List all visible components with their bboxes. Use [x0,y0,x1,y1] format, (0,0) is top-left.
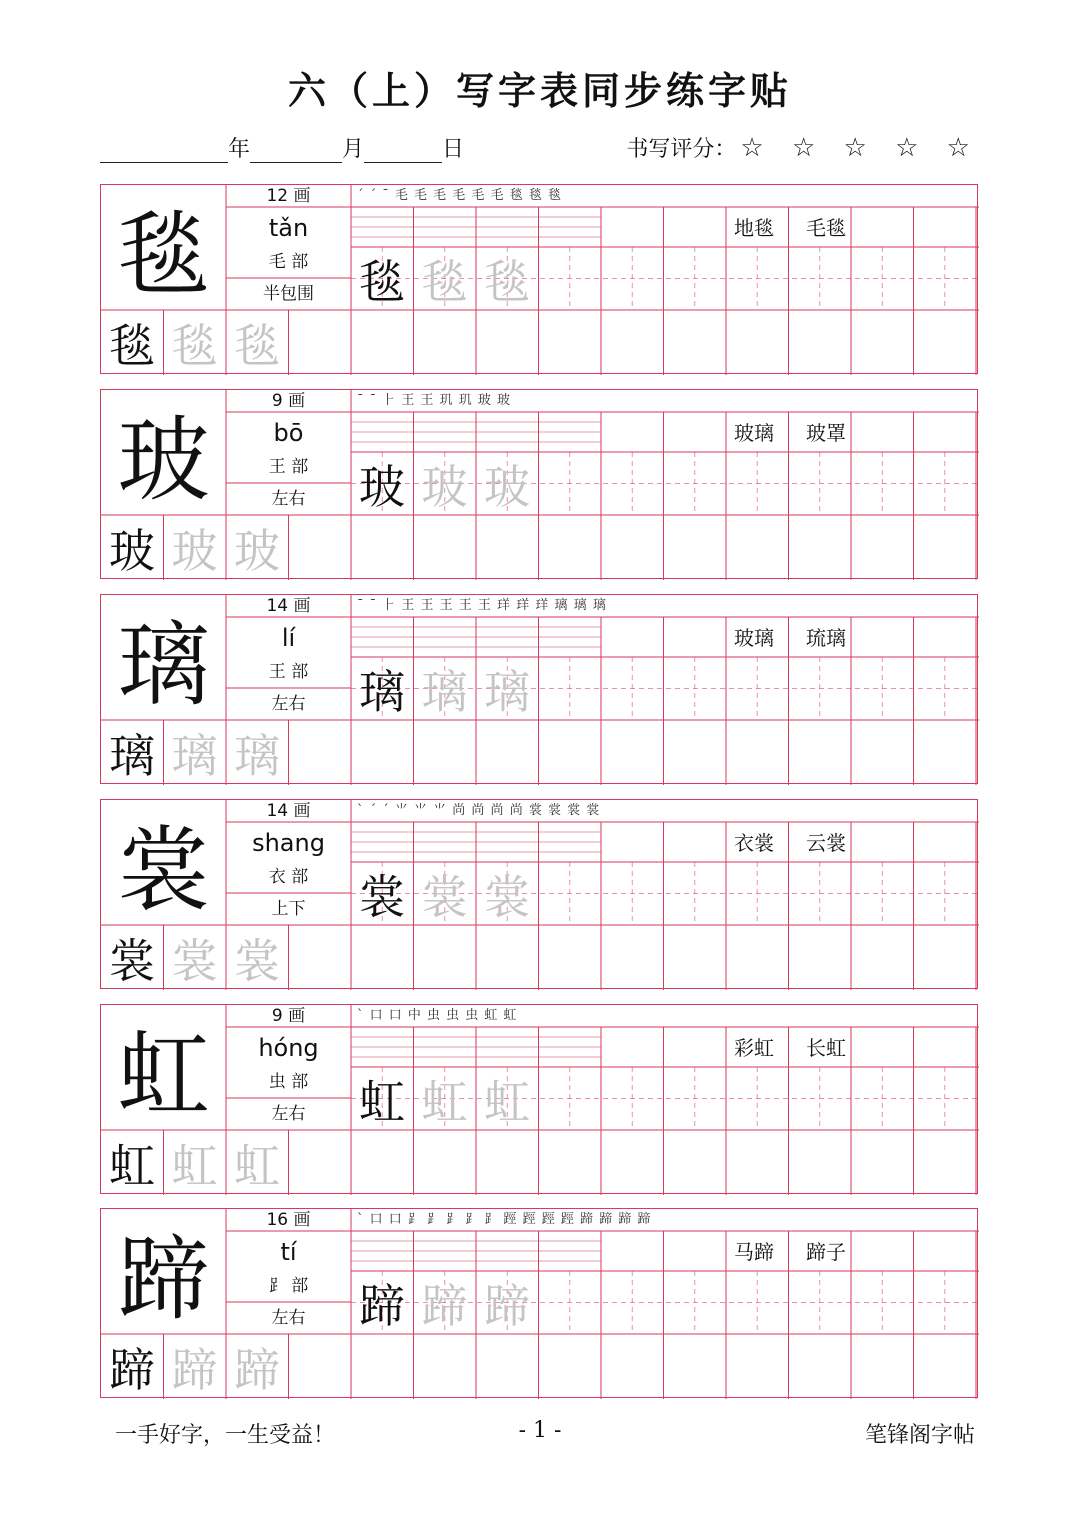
trace-character: 毯 [421,255,468,309]
page-title: 六（上）写字表同步练字贴 [287,68,792,113]
radical: 王 部 [268,662,309,682]
example-word: 云裳 [806,831,846,855]
stroke-order: ˋ 口 口 ⻊ ⻊ ⻊ ⻊ ⻊ 踁 踁 踁 踁 蹄 蹄 蹄 蹄 [357,1212,652,1227]
practice-sample: 毯 [109,319,155,373]
trace-character: 裳 [171,934,218,988]
trace-character: 玻 [421,460,468,514]
structure: 左右 [271,1104,306,1124]
structure: 左右 [271,694,306,714]
example-words [601,822,979,862]
char-block [100,1004,978,1194]
month-label: 月 [342,137,365,162]
year-blank[interactable] [100,140,228,163]
footer-brand: 笔锋阁字帖 [864,1423,975,1448]
date-line [100,132,464,163]
model-character: 蹄 [117,1225,210,1333]
trace-character: 玻 [234,524,280,578]
trace-character: 玻 [171,524,218,578]
stroke-order: ˊ ˊ ˉ 毛 毛 毛 毛 毛 毛 毯 毯 毯 [357,188,562,203]
trace-character: 虹 [421,1075,468,1129]
trace-character: 毯 [484,255,530,309]
model-character: 玻 [117,406,210,514]
example-word: 地毯 [734,216,774,240]
example-words [601,1027,979,1067]
stroke-order: ˋ ˊ ˊ ⺌ ⺌ ⺌ 尚 尚 尚 尚 裳 裳 裳 裳 [357,803,601,818]
pinyin: shang [252,829,325,857]
trace-character: 裳 [421,870,468,924]
example-words [601,617,979,657]
radical: 衣 部 [268,867,309,887]
trace-character: 璃 [421,665,468,719]
example-word: 衣裳 [734,831,774,855]
stroke-count: 9 画 [271,391,306,411]
trace-character: 璃 [171,729,218,783]
stroke-count: 14 画 [266,801,311,821]
stroke-count: 9 画 [271,1006,306,1026]
trace-character: 裳 [484,870,530,924]
month-blank[interactable] [250,140,342,163]
practice-sample: 虹 [109,1139,155,1193]
trace-character: 玻 [484,460,530,514]
page-number: - 1 - [518,1418,562,1443]
example-word: 蹄子 [806,1240,846,1264]
practice-sample: 璃 [359,665,405,719]
example-words [601,1231,979,1271]
practice-sample: 蹄 [109,1343,155,1397]
trace-character: 璃 [234,729,280,783]
stroke-order: ˉ ˉ ⺊ 王 王 王 王 王 珜 珜 珜 璃 璃 璃 [357,598,607,613]
trace-character: 蹄 [234,1343,280,1397]
pinyin: bō [273,419,304,447]
practice-sample: 璃 [109,729,155,783]
example-word: 玻璃 [734,421,774,445]
practice-sample: 毯 [359,255,405,309]
char-block [100,184,978,374]
trace-character: 虹 [171,1139,218,1193]
practice-sample: 玻 [109,524,155,578]
model-character: 裳 [117,816,210,924]
radical: 王 部 [268,457,309,477]
radical: 虫 部 [268,1072,309,1092]
year-label: 年 [228,137,251,162]
model-character: 毯 [117,201,210,309]
example-words [601,207,979,247]
trace-character: 毯 [171,319,218,373]
example-word: 琉璃 [806,626,846,650]
day-blank[interactable] [364,140,442,163]
trace-character: 蹄 [421,1279,468,1333]
stroke-order: ˋ 口 口 中 虫 虫 虫 虹 虹 [357,1008,518,1023]
char-block [100,1208,978,1398]
trace-character: 毯 [234,319,280,373]
stroke-count: 12 画 [266,186,311,206]
stroke-count: 14 画 [266,596,311,616]
example-word: 玻璃 [734,626,774,650]
structure: 左右 [271,1308,306,1328]
model-character: 璃 [117,611,210,719]
practice-sample: 裳 [109,934,155,988]
example-word: 玻罩 [806,421,846,445]
stroke-order: ˉ ˉ ⺊ 王 王 玑 玑 玻 玻 [357,393,512,408]
radical: 毛 部 [268,252,309,272]
pinyin: tí [280,1238,297,1266]
trace-character: 蹄 [484,1279,530,1333]
structure: 左右 [271,489,306,509]
example-word: 彩虹 [734,1036,774,1060]
trace-character: 裳 [234,934,280,988]
score-label: 书写评分： [626,137,737,162]
practice-sample: 裳 [359,870,405,924]
char-block [100,389,978,579]
pinyin: hóng [258,1034,319,1062]
char-block [100,799,978,989]
char-block [100,594,978,784]
stroke-count: 16 画 [266,1210,311,1230]
practice-sample: 虹 [359,1075,405,1129]
footer-slogan: 一手好字，一生受益！ [115,1423,336,1448]
trace-character: 蹄 [171,1343,218,1397]
score-area [626,132,980,163]
structure: 半包围 [263,284,314,304]
pinyin: tǎn [268,214,309,242]
practice-sample: 蹄 [359,1279,405,1333]
structure: 上下 [271,899,306,919]
practice-sample: 玻 [359,460,405,514]
example-word: 毛毯 [806,216,846,240]
score-stars[interactable]: ☆ ☆ ☆ ☆ ☆ [740,132,980,163]
example-words [601,412,979,452]
model-character: 虹 [117,1021,210,1129]
pinyin: lí [281,624,296,652]
radical: ⻊ 部 [268,1276,309,1296]
example-word: 马蹄 [734,1240,774,1264]
trace-character: 璃 [484,665,530,719]
example-word: 长虹 [806,1036,846,1060]
day-label: 日 [442,137,465,162]
trace-character: 虹 [234,1139,280,1193]
trace-character: 虹 [484,1075,530,1129]
